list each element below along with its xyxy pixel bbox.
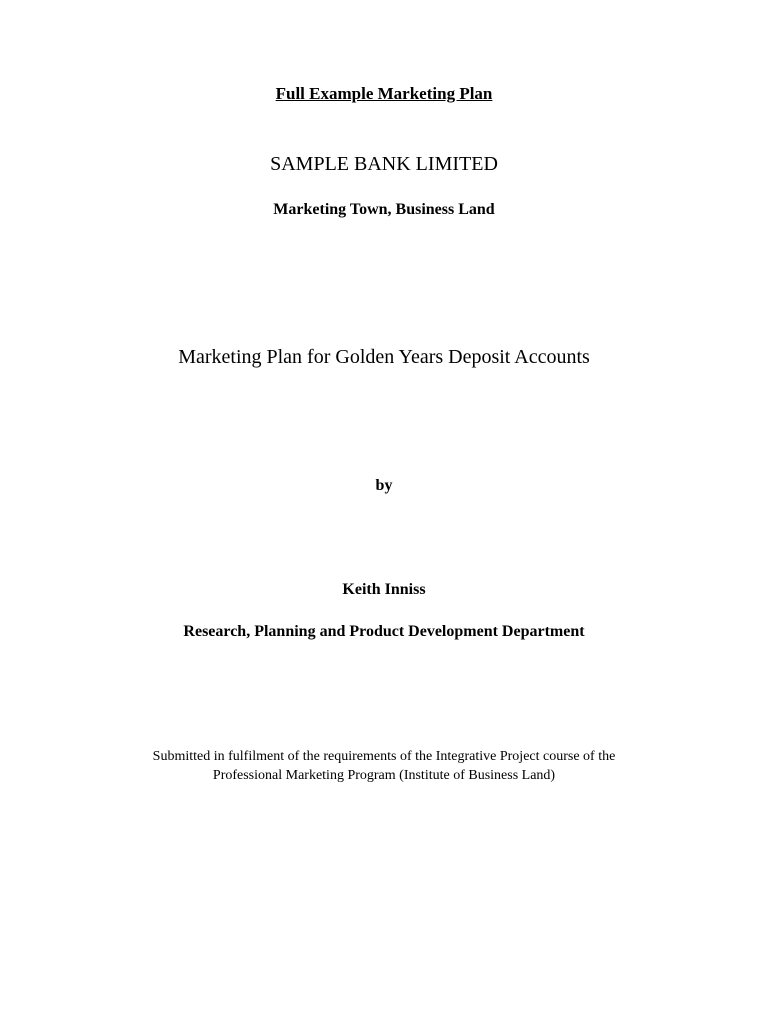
company-name: SAMPLE BANK LIMITED xyxy=(270,153,498,175)
submission-line-2: Professional Marketing Program (Institute of Business Land) xyxy=(212,768,556,783)
by-label: by xyxy=(375,477,393,494)
author-name: Keith Inniss xyxy=(342,581,426,598)
author-department: Research, Planning and Product Development Department xyxy=(183,623,585,640)
submission-line-1: Submitted in fulfilment of the requirements of the Integrative Project course of the xyxy=(152,749,616,764)
plan-title: Marketing Plan for Golden Years Deposit Accounts xyxy=(178,346,590,368)
document-heading: Full Example Marketing Plan xyxy=(275,84,493,103)
company-location: Marketing Town, Business Land xyxy=(273,201,495,218)
submission-statement xyxy=(0,747,768,785)
